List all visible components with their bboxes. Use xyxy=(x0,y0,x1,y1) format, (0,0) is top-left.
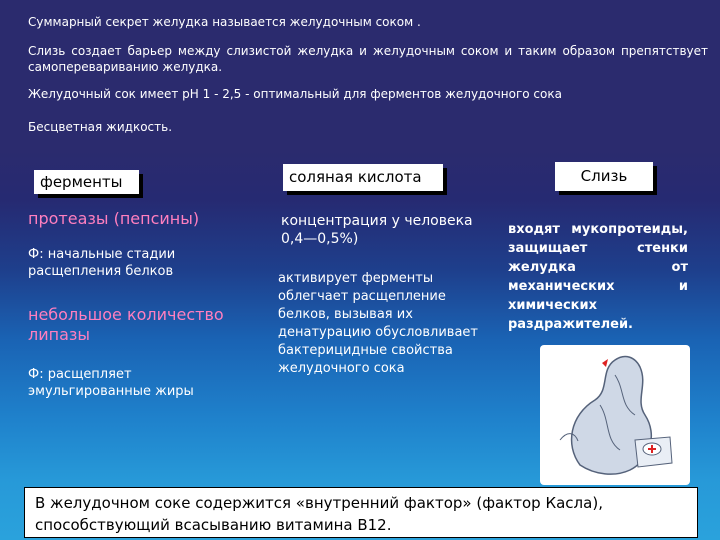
acid-header: соляная кислота xyxy=(283,164,443,191)
proteases-title: протеазы (пепсины) xyxy=(28,209,200,228)
acid-functions: активирует ферменты облегчает расщепление белков, вызывая их денатурацию обусловливает бактерицидные свойства желудочного сока xyxy=(278,271,479,376)
enzymes-header: ферменты xyxy=(34,170,139,194)
intro-line-3: Желудочный сок имеет рН 1 - 2,5 - оптимальный для ферментов желудочного сока xyxy=(28,87,562,101)
acid-concentration: концентрация у человека 0,4—0,5%) xyxy=(281,213,473,247)
intro-line-1: Суммарный секрет желудка называется желудочным соком . xyxy=(28,15,421,29)
proteases-function: Ф: начальные стадии расщепления белков xyxy=(28,247,176,279)
stomach-illustration xyxy=(540,345,690,485)
intro-line-2: Слизь создает барьер между слизистой желудка и желудочным соком и таким образом препятствует самоперевариванию желудка. xyxy=(28,44,708,74)
lipase-title: небольшое количество липазы xyxy=(28,305,224,344)
intro-line-4: Бесцветная жидкость. xyxy=(28,120,173,134)
mucus-header: Слизь xyxy=(555,162,653,191)
mucus-description: входят мукопротеиды, защищает стенки желудка от механических и химических раздражителей. xyxy=(508,222,688,332)
stomach-illustration-drawing xyxy=(540,345,690,485)
footer-note: В желудочном соке содержится «внутренний фактор» (фактор Касла), способствующий всасыванию витамина В12. xyxy=(24,487,698,538)
lipase-function: Ф: расщепляет эмульгированные жиры xyxy=(28,367,194,399)
